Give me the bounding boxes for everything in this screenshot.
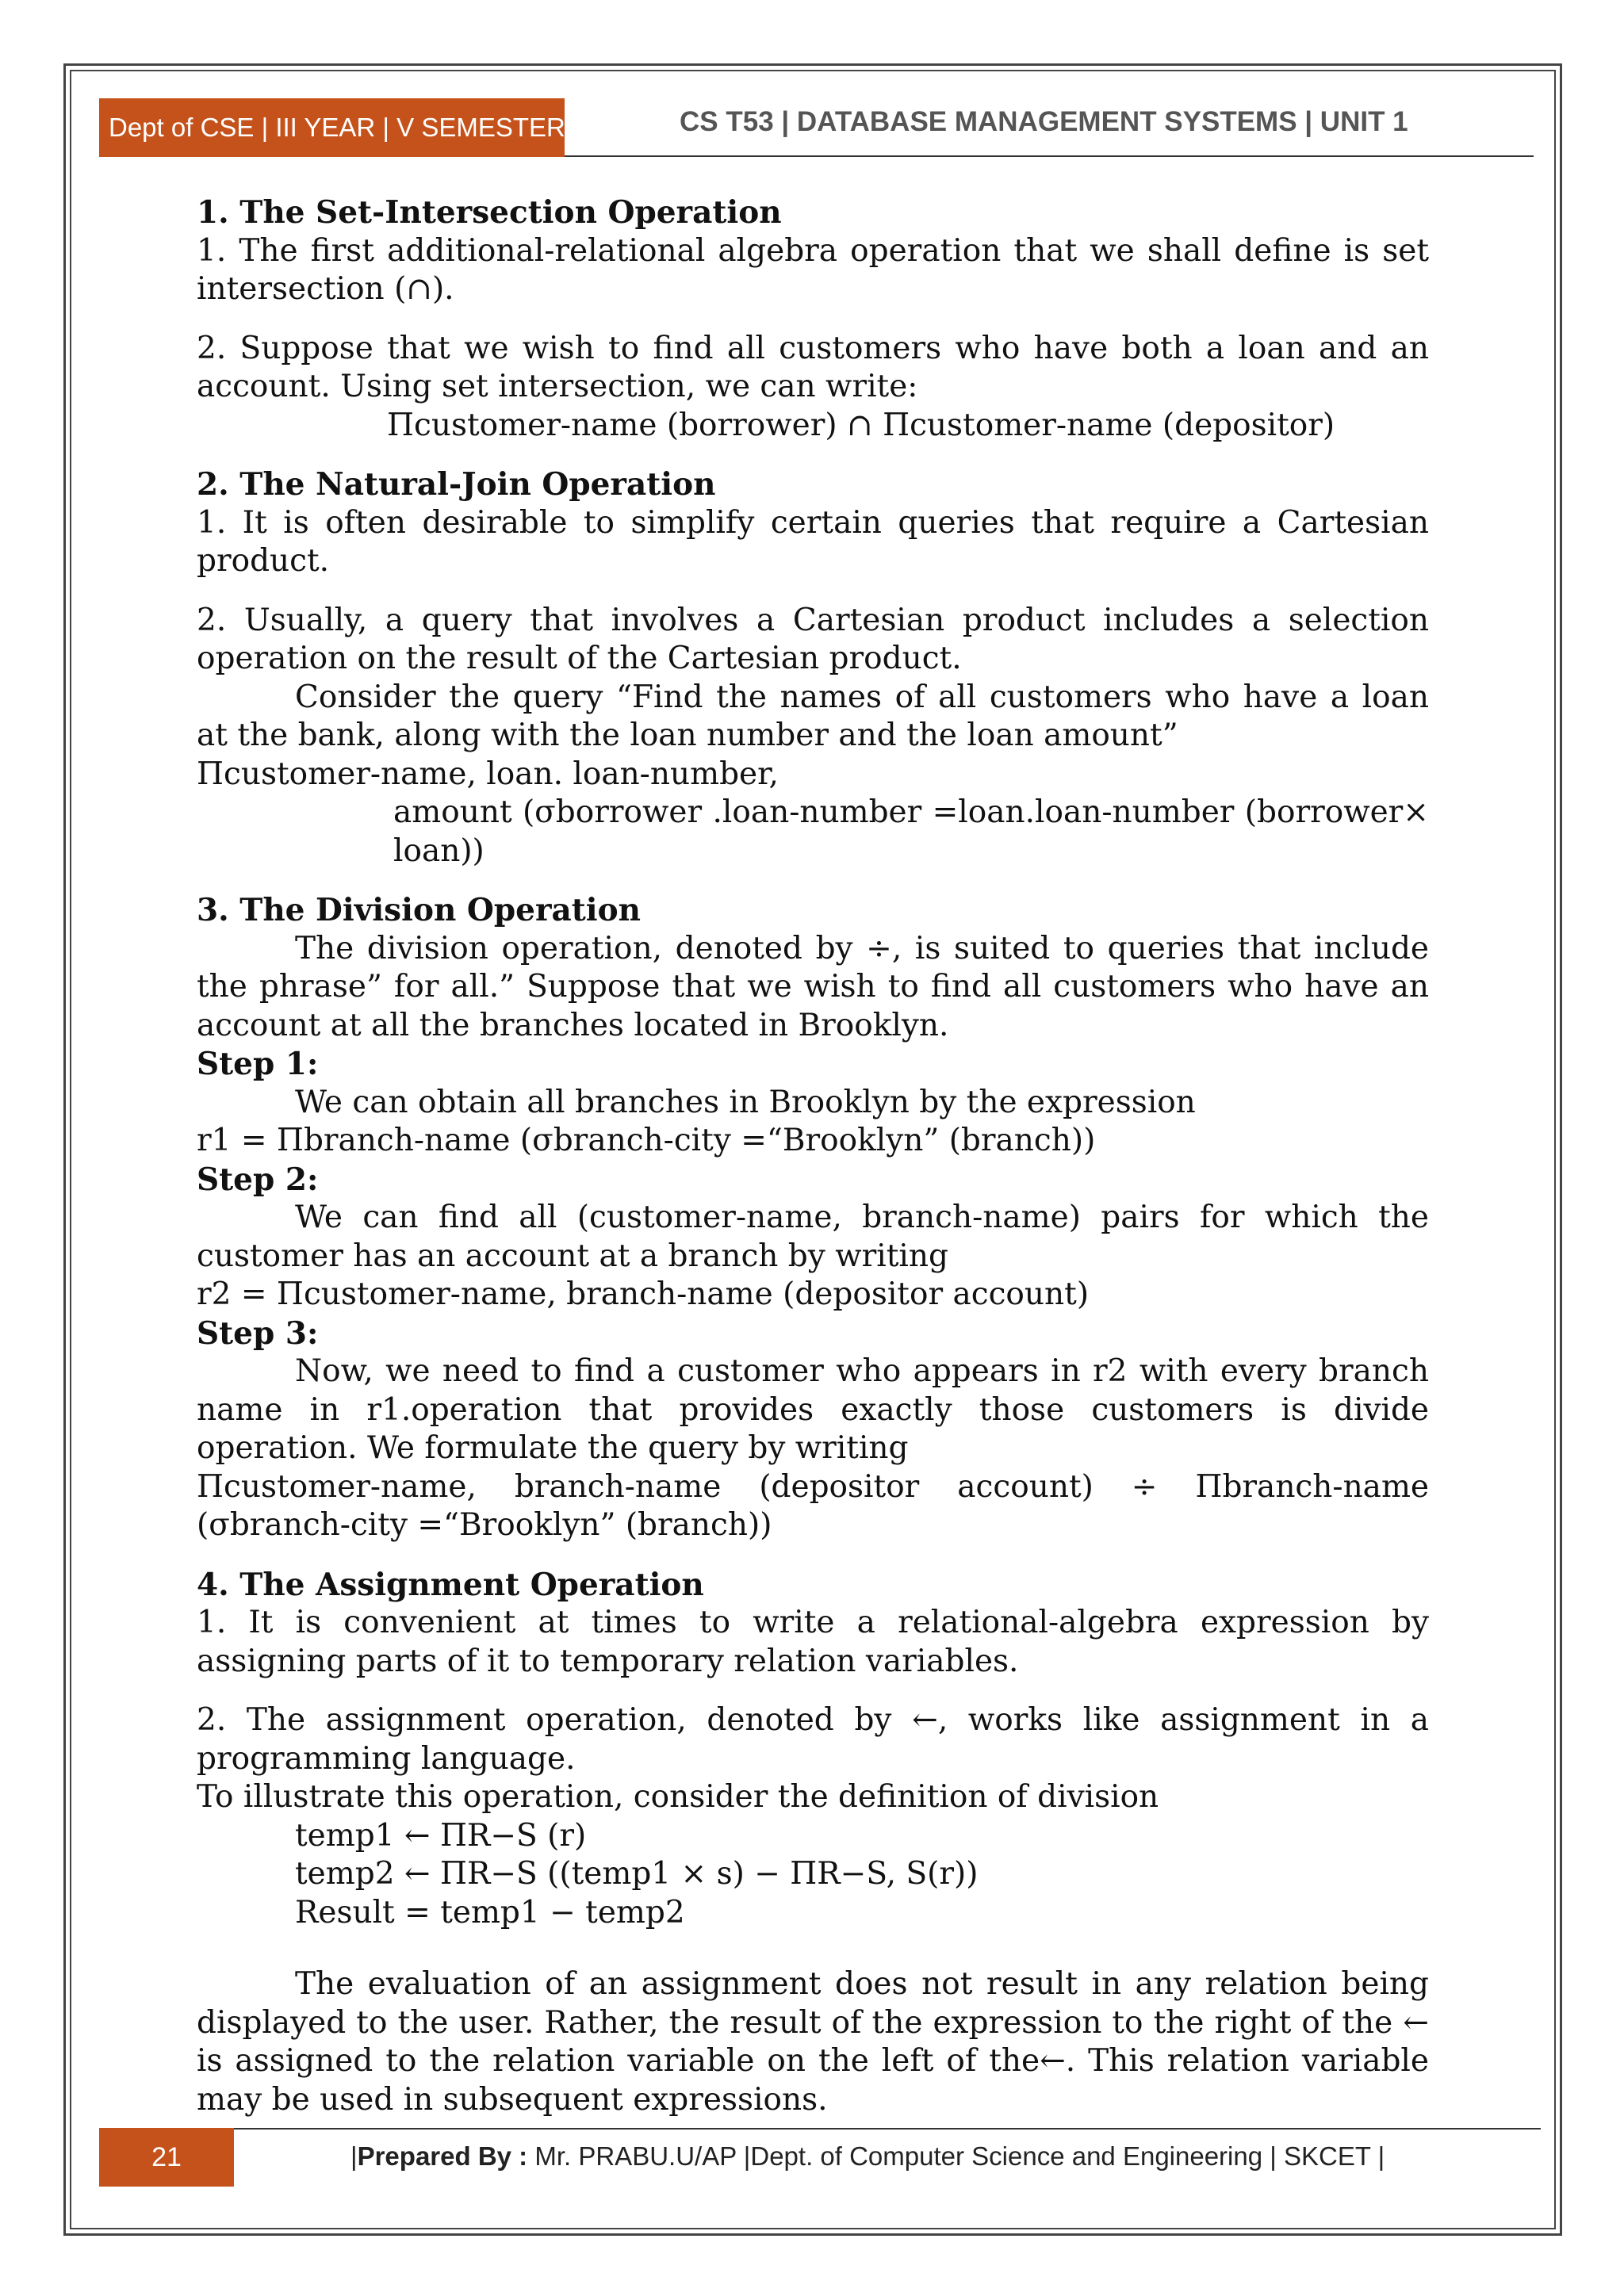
step-label: Step 3: <box>197 1314 319 1352</box>
paragraph: 1. The first additional-relational algebra operation that we shall define is set intersection (∩). <box>197 232 1429 307</box>
formula: Πcustomer-name, loan. loan-number, <box>197 756 779 792</box>
formula: Πcustomer-name, branch-name (depositor account) ÷ Πbranch-name (σbranch-city =“Brooklyn” (branch)) <box>197 1468 1429 1543</box>
paragraph: We can find all (customer-name, branch-name) pairs for which the customer has an account at a branch by writing <box>197 1200 1429 1274</box>
step-label: Step 1: <box>197 1046 319 1082</box>
formula: Result = temp1 − temp2 <box>295 1894 685 1931</box>
formula: amount (σborrower .loan-number =loan.loan-number (borrower× loan)) <box>393 794 1429 869</box>
footer-prepared-label: Prepared By : <box>357 2141 528 2171</box>
footer-rule <box>99 2128 1541 2130</box>
footer-rest: Mr. PRABU.U/AP |Dept. of Computer Science and Engineering | SKCET | <box>527 2141 1385 2171</box>
formula: r2 = Πcustomer-name, branch-name (depositor account) <box>197 1276 1090 1312</box>
paragraph: 2. Suppose that we wish to find all customers who have both a loan and an account. Using set intersection, we can write: <box>197 330 1429 404</box>
paragraph: The evaluation of an assignment does not result in any relation being displayed to the user. Rather, the result of the expression to the right of the ← is assigned to the relation variable on the left of the←. This relation variable may be used in subsequent expressions. <box>197 1966 1429 2118</box>
paragraph: 2. Usually, a query that involves a Cartesian product includes a selection operation on the result of the Cartesian product. <box>197 602 1429 676</box>
section-title-assignment: 4. The Assignment Operation <box>197 1566 704 1603</box>
section-title-natural-join: 2. The Natural-Join Operation <box>197 466 716 503</box>
footer-credits <box>350 2141 1385 2172</box>
header-course-title: CS T53 | DATABASE MANAGEMENT SYSTEMS | UNIT 1 <box>680 106 1408 137</box>
header-dept-badge: Dept of CSE | III YEAR | V SEMESTER <box>99 98 565 157</box>
paragraph: 1. It is convenient at times to write a relational-algebra expression by assigning parts of it to temporary relation variables. <box>197 1605 1429 1679</box>
formula: temp2 ← ΠR−S ((temp1 × s) − ΠR−S, S(r)) <box>295 1856 979 1892</box>
paragraph: The division operation, denoted by ÷, is suited to queries that include the phrase” for all.” Suppose that we wish to find all customers who have an account at all the branches located in Brooklyn. <box>197 930 1429 1043</box>
paragraph: Consider the query “Find the names of all customers who have a loan at the bank, along with the loan number and the loan amount” <box>197 679 1429 753</box>
footer-prefix: | <box>350 2141 358 2171</box>
section-title-division: 3. The Division Operation <box>197 892 641 928</box>
formula: temp1 ← ΠR−S (r) <box>295 1817 587 1854</box>
page-number: 21 <box>99 2128 234 2187</box>
paragraph: Now, we need to find a customer who appears in r2 with every branch name in r1.operation that provides exactly those customers is divide operation. We formulate the query by writing <box>197 1353 1429 1466</box>
section-title-set-intersection: 1. The Set-Intersection Operation <box>197 194 782 231</box>
formula: Πcustomer-name (borrower) ∩ Πcustomer-name (depositor) <box>387 407 1335 443</box>
paragraph: 2. The assignment operation, denoted by ←, works like assignment in a programming language. <box>197 1702 1429 1777</box>
paragraph: To illustrate this operation, consider the definition of division <box>197 1779 1159 1815</box>
page-content <box>197 193 1429 2119</box>
header-rule <box>565 155 1534 157</box>
paragraph: 1. It is often desirable to simplify certain queries that require a Cartesian product. <box>197 504 1429 579</box>
paragraph: We can obtain all branches in Brooklyn by the expression <box>295 1084 1196 1120</box>
formula: r1 = Πbranch-name (σbranch-city =“Brooklyn” (branch)) <box>197 1123 1096 1158</box>
step-label: Step 2: <box>197 1161 319 1198</box>
